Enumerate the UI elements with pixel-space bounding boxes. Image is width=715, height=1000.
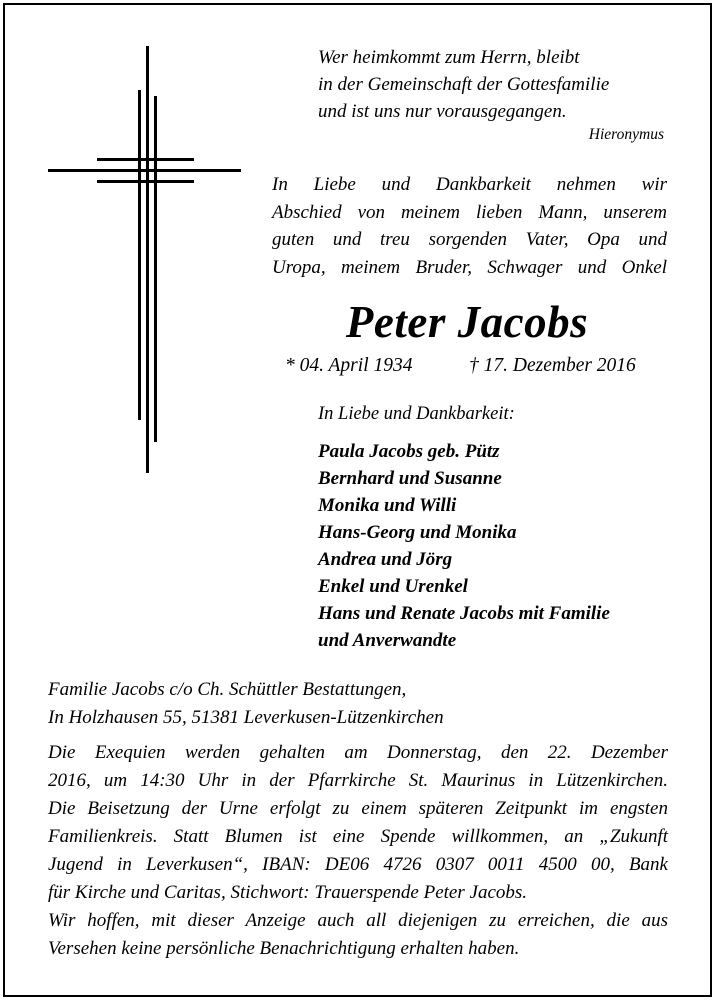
address-line: Familie Jacobs c/o Ch. Schüttler Bestattungen,: [48, 679, 407, 700]
funeral-line: Familienkreis. Statt Blumen ist eine Spende willkommen, an „Zukunft: [48, 826, 668, 847]
intro-line: Uropa, meinem Bruder, Schwager und Onkel: [272, 256, 667, 278]
mourner-name: Paula Jacobs geb. Pütz: [318, 441, 500, 462]
address-line: In Holzhausen 55, 51381 Leverkusen-Lützenkirchen: [48, 707, 444, 728]
intro-line: In Liebe und Dankbarkeit nehmen wir: [272, 174, 667, 195]
closing-line: Versehen keine persönliche Benachrichtigung erhalten haben.: [48, 938, 520, 959]
deceased-name: Peter Jacobs: [345, 297, 589, 347]
funeral-line: 2016, um 14:30 Uhr in der Pfarrkirche St. Maurinus in Lützenkirchen.: [48, 770, 668, 791]
death-date: † 17. Dezember 2016: [469, 355, 636, 376]
mourner-name: Hans-Georg und Monika: [318, 522, 517, 543]
mourners-heading: In Liebe und Dankbarkeit:: [318, 404, 515, 424]
quote-author: Hieronymus: [588, 126, 664, 143]
closing-note: [48, 907, 668, 963]
funeral-line: Die Exequien werden gehalten am Donnerstag, den 22. Dezember: [48, 742, 668, 763]
mourner-name: Bernhard und Susanne: [318, 468, 502, 489]
mourner-name: Enkel und Urenkel: [318, 576, 468, 597]
mourner-name: Andrea und Jörg: [318, 549, 453, 570]
intro-line: guten und treu sorgenden Vater, Opa und: [272, 229, 667, 250]
funeral-line: Die Beisetzung der Urne erfolgt zu einem späteren Zeitpunkt im engsten: [48, 798, 668, 819]
mourner-name: und Anverwandte: [318, 630, 457, 651]
quote-line: und ist uns nur vorausgegangen.: [318, 101, 567, 122]
quote: [318, 44, 668, 125]
funeral-details: [48, 739, 668, 907]
closing-line: Wir hoffen, mit dieser Anzeige auch all diejenigen zu erreichen, die aus: [48, 910, 668, 931]
cross-icon: [48, 46, 243, 476]
funeral-line: Jugend in Leverkusen“, IBAN: DE06 4726 0307 0011 4500 00, Bank: [48, 854, 668, 875]
mourner-name: Monika und Willi: [318, 495, 457, 516]
family-address: [48, 676, 668, 732]
funeral-line: für Kirche und Caritas, Stichwort: Trauerspende Peter Jacobs.: [48, 882, 528, 903]
mourner-name: Hans und Renate Jacobs mit Familie: [318, 603, 610, 624]
intro-text: [272, 171, 667, 281]
quote-line: Wer heimkommt zum Herrn, bleibt: [318, 47, 580, 68]
intro-line: Abschied von meinem lieben Mann, unserem: [272, 201, 667, 223]
quote-line: in der Gemeinschaft der Gottesfamilie: [318, 74, 610, 95]
mourners-list: [318, 438, 678, 654]
birth-date: * 04. April 1934: [285, 355, 413, 376]
